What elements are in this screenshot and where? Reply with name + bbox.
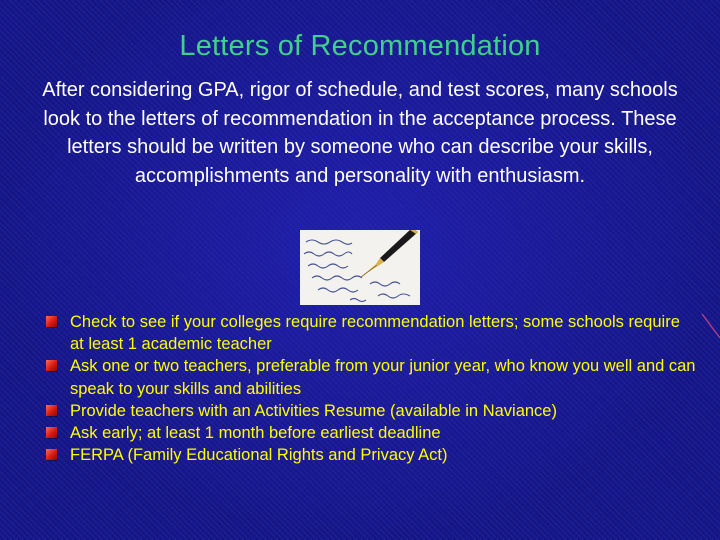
red-square-bullet-icon bbox=[46, 316, 57, 327]
red-square-bullet-icon bbox=[46, 427, 57, 438]
bullet-text: Check to see if your colleges require recommendation letters; some schools require at least 1 academic teacher bbox=[70, 313, 680, 354]
red-square-bullet-icon bbox=[46, 360, 57, 371]
slide-title: Letters of Recommendation bbox=[179, 30, 541, 62]
bullet-text: Ask early; at least 1 month before earliest deadline bbox=[70, 424, 441, 443]
bullet-text: FERPA (Family Educational Rights and Privacy Act) bbox=[70, 446, 448, 465]
bullet-text: Provide teachers with an Activities Resume (available in Naviance) bbox=[70, 401, 557, 420]
red-square-bullet-icon bbox=[46, 449, 57, 460]
list-item bbox=[46, 400, 696, 422]
bullet-text: Ask one or two teachers, preferable from your junior year, who know you well and can speak to your skills and abilities bbox=[70, 357, 696, 398]
red-square-bullet-icon bbox=[46, 405, 57, 416]
list-item bbox=[46, 355, 696, 399]
fountain-pen-writing-icon bbox=[300, 230, 420, 305]
list-item bbox=[46, 311, 696, 355]
bullet-list bbox=[46, 311, 696, 466]
list-item bbox=[46, 444, 696, 466]
decorative-streak bbox=[700, 312, 720, 340]
list-item bbox=[46, 422, 696, 444]
intro-paragraph: After considering GPA, rigor of schedule, and test scores, many schools look to the letters of recommendation in the acceptance process. These letters should be written by someone who can describe your skills, accomplishments and personality with enthusiasm. bbox=[42, 79, 678, 187]
